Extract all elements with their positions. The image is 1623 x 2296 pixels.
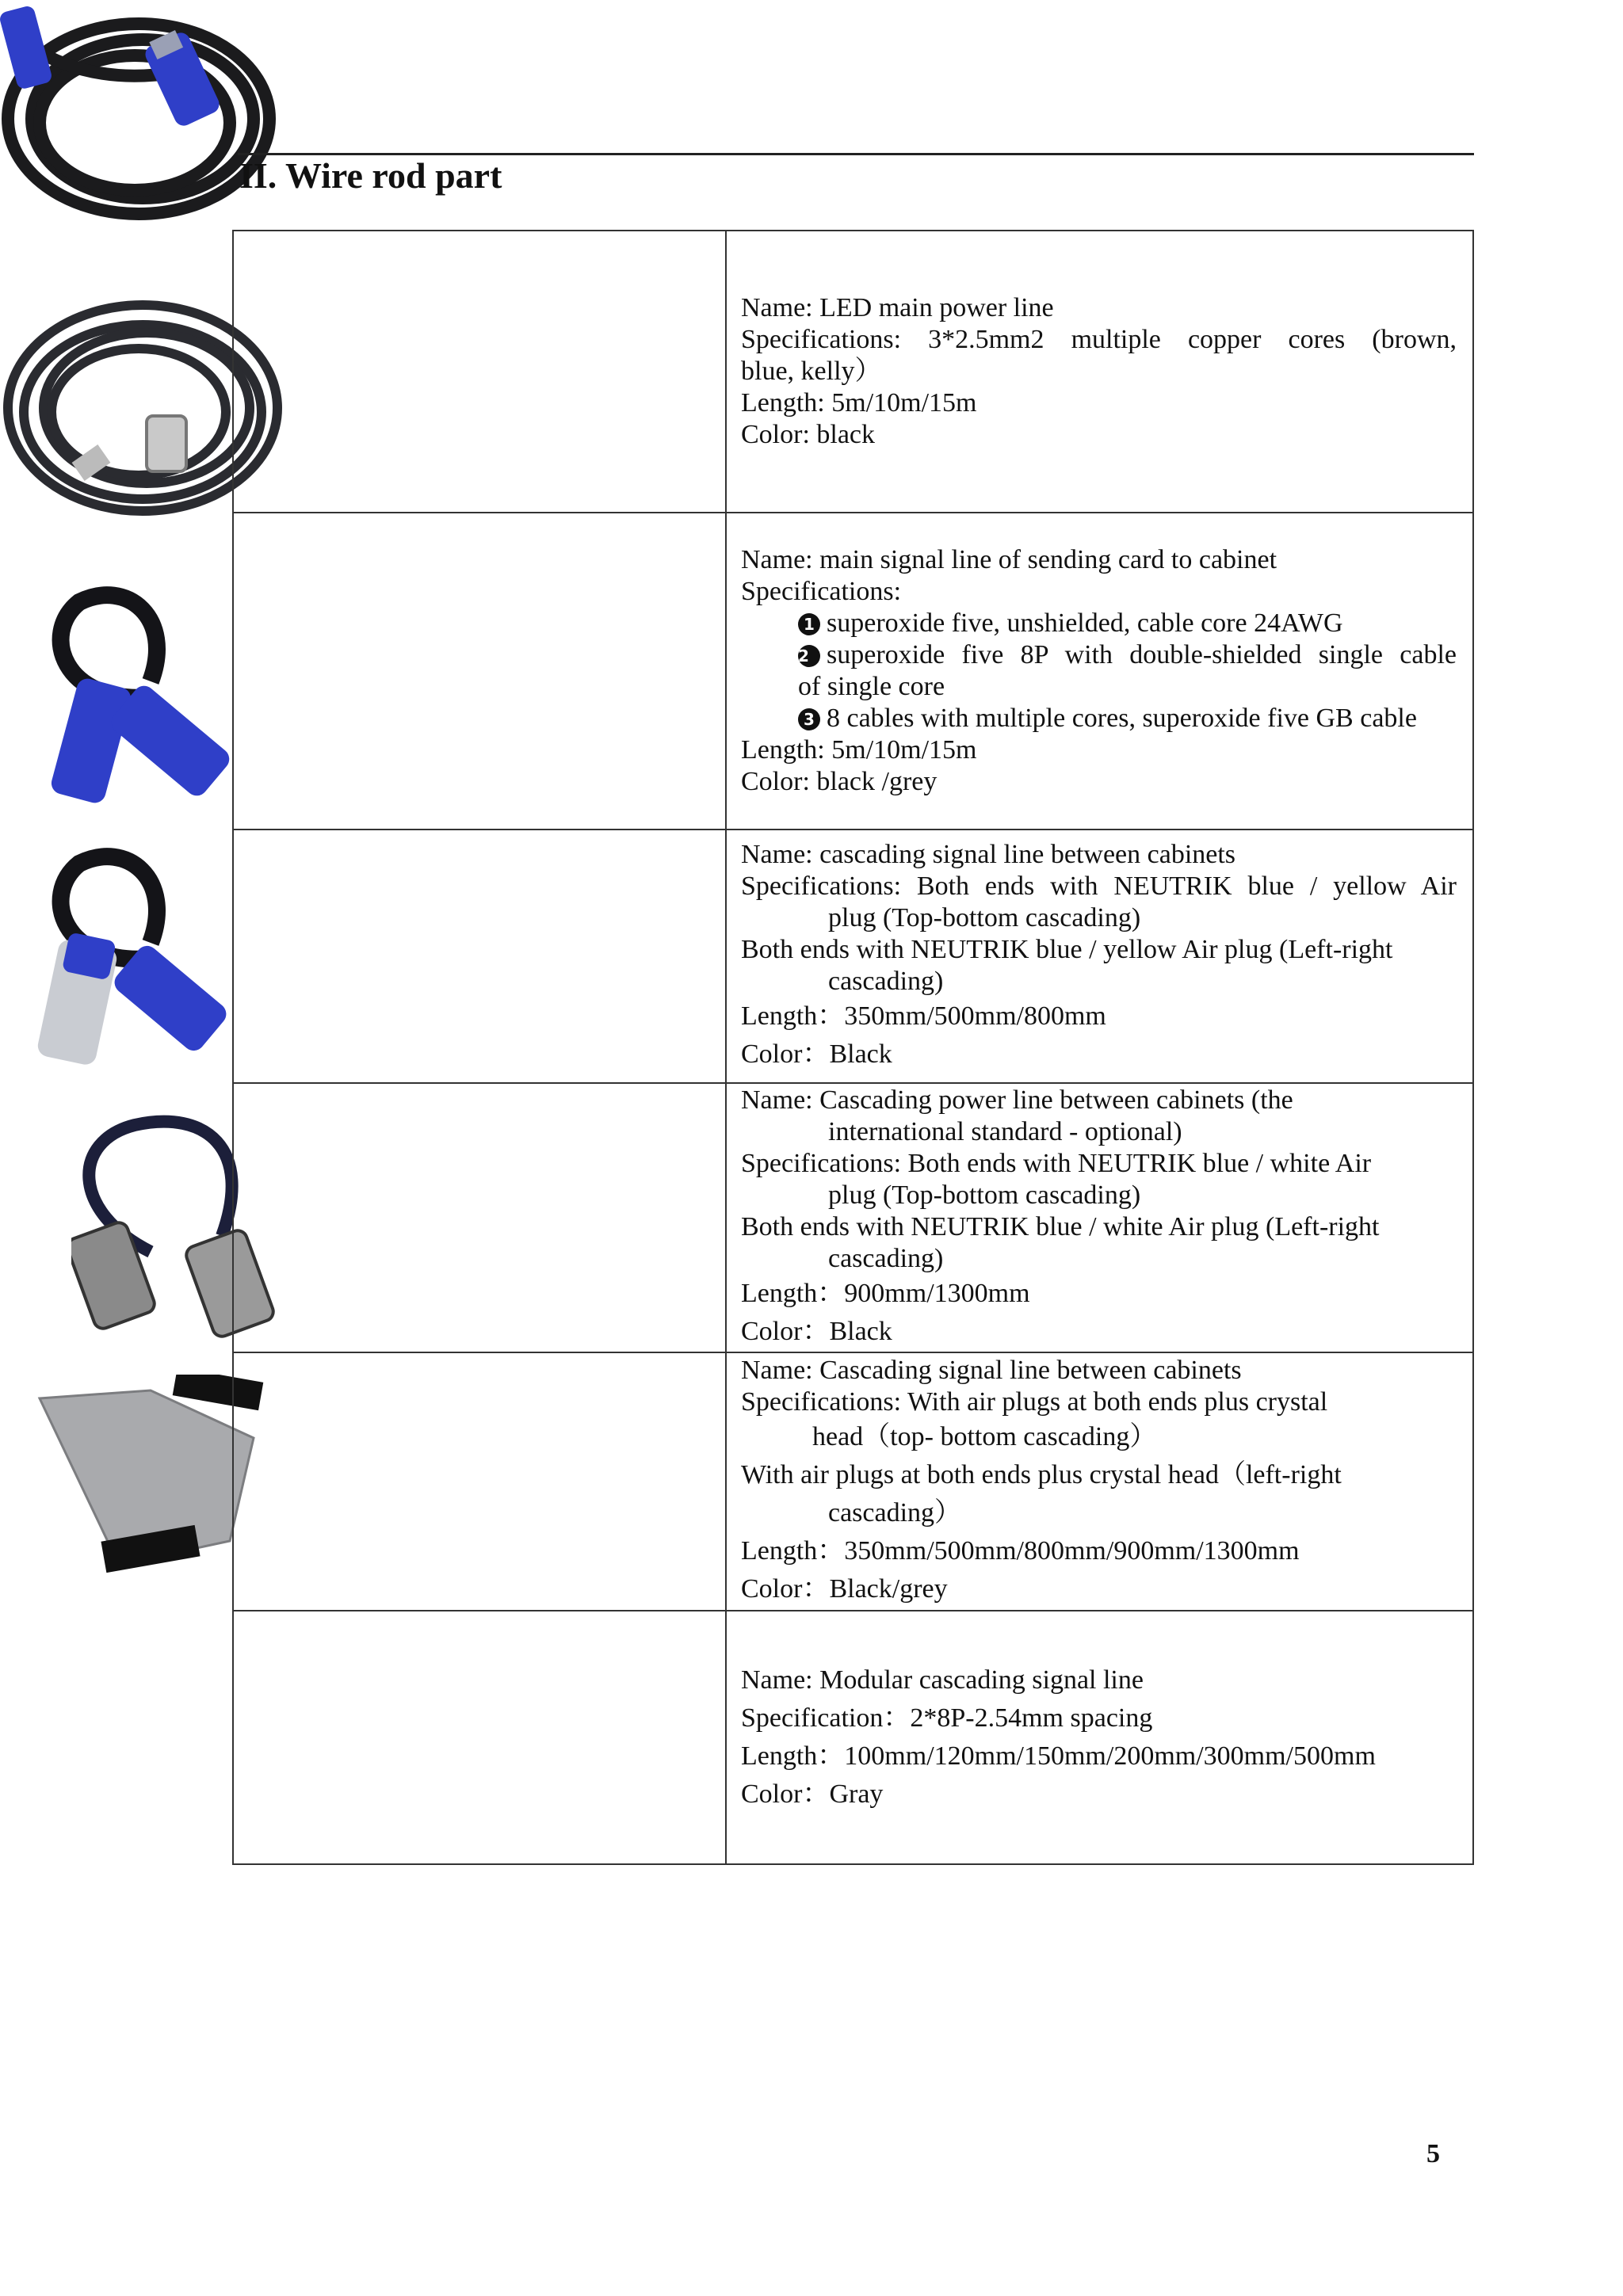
spec-line: Length：350mm/500mm/800mm/900mm/1300mm [741,1536,1300,1566]
spec-line: cascading) [828,1244,944,1273]
product-image-cell [233,1352,726,1611]
product-spec-cell [726,1611,1473,1864]
product-spec-cell [726,513,1473,830]
spec-line: Color：Black [741,1317,892,1346]
spec-bullet [741,703,1457,734]
spec-line: Color：Black [741,1039,892,1069]
product-image-cell [233,231,726,513]
table-row [233,1352,1473,1611]
spec-line: international standard - optional) [828,1117,1182,1146]
spec-line: Name: main signal line of sending card to cabinet [741,545,1277,574]
spec-line: Name: Modular cascading signal line [741,1665,1144,1695]
spec-line: Color：Gray [741,1779,884,1809]
bullet-number-icon: 1 [798,613,820,635]
wire-spec-table [232,230,1474,1865]
section-heading: II. Wire rod part [239,155,502,196]
spec-bullet [741,639,1457,671]
spec-line [741,671,1457,703]
product-spec-cell [726,830,1473,1083]
spec-line: plug (Top-bottom cascading) [828,903,1141,933]
table-row [233,513,1473,830]
spec-line: plug (Top-bottom cascading) [828,1180,1141,1210]
spec-line: Length：100mm/120mm/150mm/200mm/300mm/500mm [741,1741,1376,1771]
spec-line: Specifications: [741,577,902,606]
bullet-number-icon: 3 [798,708,820,730]
spec-line: Name: LED main power line [741,293,1054,322]
table-row [233,830,1473,1083]
spec-line: Both ends with NEUTRIK blue / yellow Air plug (Left-right [741,935,1393,964]
bullet-text: superoxide five 8P with double-shielded single cable [827,640,1457,669]
spec-line: Name: cascading signal line between cabinets [741,840,1236,869]
spec-line: Specifications: With air plugs at both ends plus crystal [741,1387,1328,1417]
bullet-text: 8 cables with multiple cores, superoxide five GB cable [827,704,1417,733]
spec-line: blue, kelly） [741,357,882,386]
table-row [233,231,1473,513]
product-image-cell [233,1083,726,1352]
spec-line: Length: 5m/10m/15m [741,735,977,765]
spec-line: cascading） [828,1498,962,1527]
bullet-text: of single core [798,672,945,701]
spec-line: Specifications: Both ends with NEUTRIK blue / white Air [741,1149,1372,1178]
page-number: 5 [1426,2139,1440,2168]
product-spec-cell [726,1083,1473,1352]
spec-line: cascading) [828,967,944,996]
spec-line: head（top- bottom cascading） [812,1422,1157,1451]
spec-line: Length：350mm/500mm/800mm [741,1001,1106,1031]
product-spec-cell [726,1352,1473,1611]
bullet-number-icon: 2 [798,645,820,667]
spec-line: Length: 5m/10m/15m [741,388,977,418]
spec-line: With air plugs at both ends plus crystal head（left-right [741,1460,1342,1489]
spec-line: Specifications: 3*2.5mm2 multiple copper cores (brown, [741,325,1457,354]
product-image-cell [233,1611,726,1864]
spec-line: Name: Cascading signal line between cabinets [741,1356,1242,1385]
product-image-cell [233,513,726,830]
spec-line: Specification：2*8P-2.54mm spacing [741,1703,1153,1733]
product-image-cell [233,830,726,1083]
spec-line: Color: black [741,420,876,449]
spec-line: Specifications: Both ends with NEUTRIK blue / yellow Air [741,871,1457,901]
table-row [233,1083,1473,1352]
spec-line: Name: Cascading power line between cabinets (the [741,1085,1293,1115]
spec-line: Both ends with NEUTRIK blue / white Air plug (Left-right [741,1212,1380,1241]
spec-line: Color：Black/grey [741,1574,948,1604]
table-row [233,1611,1473,1864]
bullet-text: superoxide five, unshielded, cable core 24AWG [827,608,1343,638]
product-spec-cell [726,231,1473,513]
spec-bullet [741,608,1457,639]
spec-line: Length：900mm/1300mm [741,1279,1030,1308]
spec-line: Color: black /grey [741,767,938,796]
